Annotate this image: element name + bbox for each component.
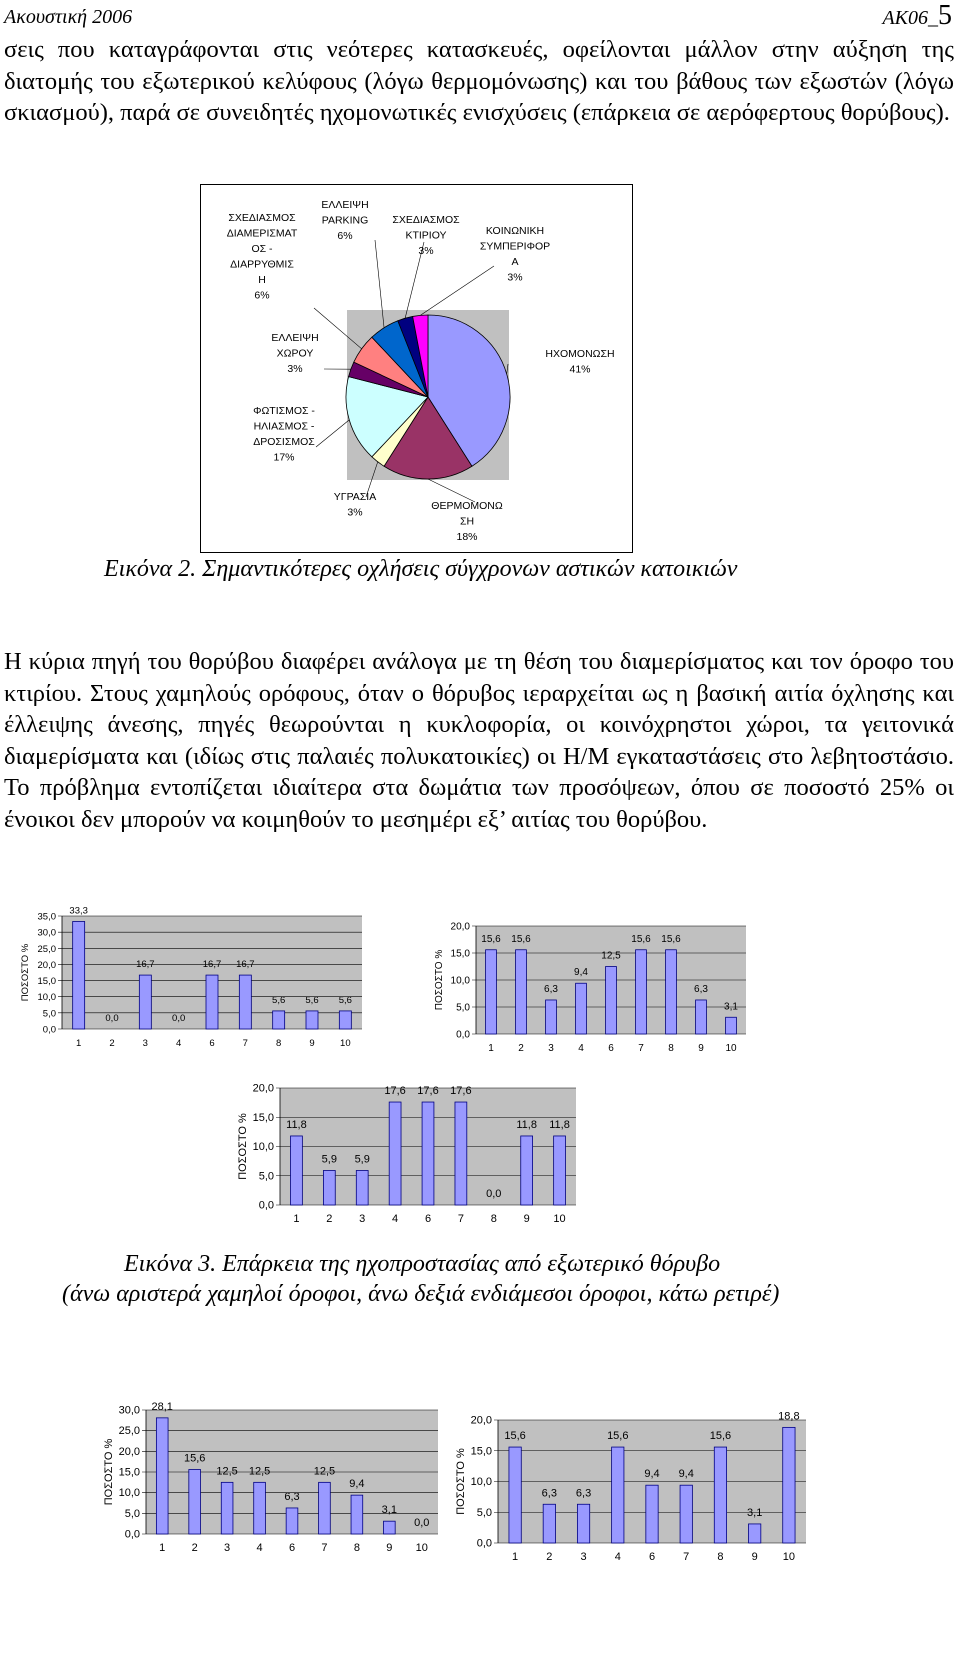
- y-axis-label: ΠΟΣΟΣΤΟ %: [455, 1448, 467, 1515]
- x-tick-label: 7: [638, 1043, 644, 1054]
- y-tick-label: 20,0: [450, 921, 470, 933]
- x-tick-label: 6: [209, 1038, 215, 1049]
- x-tick-label: 1: [76, 1038, 82, 1049]
- bar: [521, 1136, 533, 1205]
- running-header-page: [882, 0, 952, 32]
- x-tick-label: 8: [668, 1043, 674, 1054]
- y-axis-label: ΠΟΣΟΣΤΟ %: [103, 1438, 115, 1506]
- data-label: 3,1: [381, 1504, 397, 1517]
- pie-label-line: ΔΡΟΣΙΣΜΟΣ: [253, 436, 315, 448]
- x-tick-label: 6: [648, 1551, 656, 1563]
- y-tick-label: 20,0: [37, 959, 56, 971]
- y-tick-label: 5,0: [456, 1002, 470, 1014]
- pie-label-line: 3%: [507, 271, 523, 284]
- data-label: 11,8: [286, 1118, 307, 1131]
- y-tick-label: 10,0: [252, 1141, 274, 1153]
- data-label: 15,6: [511, 933, 531, 945]
- bar: [323, 1170, 335, 1205]
- pie-label-line: ΣΧΕΔΙΑΣΜΟΣ: [392, 214, 460, 226]
- data-label: 15,6: [607, 1430, 629, 1443]
- y-axis-label: ΠΟΣΟΣΤΟ %: [20, 943, 31, 1002]
- y-tick-label: 0,0: [124, 1528, 140, 1541]
- data-label: 0,0: [105, 1013, 119, 1024]
- data-label: 5,6: [338, 994, 352, 1006]
- body-paragraph-2: Η κύρια πηγή του θορύβου διαφέρει ανάλογα με τη θέση του διαμερίσματος και τον όροφο του κτιρίου. Στους χαμηλούς ορόφους, όταν ο θόρυβος ιεραρχείται ως η βασική αιτία όχλησης και έλλειψης άνεσης, πηγές θεωρούνται η κυκλοφορία, οι κοινόχρηστοι χώροι, τα γειτονικά διαμερίσματα και (ιδίως στις παλαιές πολυκατοικίες) οι Η/Μ εγκαταστάσεις στο λεβητοστάσιο. Το πρόβλημα εντοπίζεται ιδιαίτερα στα δωμάτια των προσόψεων, όπου σε ποσοστό 25% οι ένοικοι δεν μπορούν να κοιμηθούν το μεσημέρι εξ’ αιτίας του θορύβου.: [4, 648, 954, 833]
- x-tick-label: 3: [359, 1213, 366, 1225]
- y-tick-label: 15,0: [450, 948, 470, 960]
- x-tick-label: 10: [725, 1043, 737, 1054]
- data-label: 15,6: [631, 933, 651, 945]
- pie-chart-figure: [200, 184, 635, 559]
- x-tick-label: 2: [326, 1213, 333, 1225]
- bar: [273, 1011, 285, 1029]
- y-tick-label: 15,0: [470, 1445, 492, 1458]
- data-label: 9,4: [678, 1468, 694, 1481]
- pie-label-line: ΚΤΙΡΙΟΥ: [405, 229, 447, 242]
- x-tick-label: 10: [782, 1551, 796, 1563]
- pie-label-line: ΔΙΑΜΕΡΙΣΜΑΤ: [226, 227, 298, 240]
- figure-3-caption-line1: Εικόνα 3. Επάρκεια της ηχοπροστασίας από εξωτερικό θόρυβο: [124, 1251, 721, 1277]
- pie-label-line: 3%: [287, 363, 303, 375]
- data-label: 9,4: [644, 1468, 660, 1481]
- y-tick-label: 30,0: [118, 1404, 140, 1417]
- page-number: 5: [938, 0, 952, 31]
- pie-label-line: ΥΓΡΑΣΙΑ: [333, 491, 377, 503]
- y-tick-label: 35,0: [37, 911, 56, 923]
- bar: [636, 950, 647, 1034]
- data-label: 3,1: [724, 1001, 738, 1013]
- bar: [239, 975, 251, 1029]
- y-axis-label: ΠΟΣΟΣΤΟ %: [434, 949, 445, 1011]
- x-tick-label: 3: [580, 1551, 587, 1563]
- x-tick-label: 4: [176, 1038, 182, 1049]
- pie-label-line: ΗΛΙΑΣΜΟΣ -: [253, 420, 315, 433]
- y-tick-label: 0,0: [258, 1199, 274, 1212]
- figure-2-caption: Εικόνα 2. Σημαντικότερες οχλήσεις σύγχρονων αστικών κατοικιών: [104, 556, 738, 582]
- bar: [516, 950, 527, 1034]
- pie-label-line: Α: [511, 256, 519, 268]
- bar: [576, 983, 587, 1034]
- pie-label-line: 6%: [337, 230, 353, 242]
- bar: [319, 1482, 331, 1534]
- bar-chart-lower-right: [446, 1402, 816, 1577]
- bar: [339, 1011, 351, 1029]
- data-label: 5,9: [354, 1153, 370, 1166]
- y-tick-label: 10,0: [450, 975, 470, 987]
- pie-label-line: 18%: [456, 531, 478, 543]
- pie-label-line: 3%: [418, 245, 434, 257]
- data-label: 12,5: [313, 1465, 336, 1478]
- x-tick-label: 9: [751, 1551, 758, 1563]
- data-label: 0,0: [486, 1188, 502, 1200]
- x-tick-label: 7: [242, 1038, 248, 1049]
- x-tick-label: 4: [614, 1551, 621, 1563]
- pie-label-line: ΦΩΤΙΣΜΟΣ -: [253, 405, 315, 417]
- data-label: 15,6: [709, 1430, 732, 1443]
- bar: [73, 921, 85, 1029]
- y-axis-label: ΠΟΣΟΣΤΟ %: [237, 1113, 249, 1180]
- data-label: 5,6: [272, 994, 286, 1006]
- pie-label-line: ΚΟΙΝΩΝΙΚΗ: [485, 225, 545, 237]
- data-label: 17,6: [384, 1085, 406, 1098]
- bar: [486, 950, 497, 1034]
- pie-chart: [200, 184, 635, 554]
- body-paragraph-1: σεις που καταγράφονται στις νεότερες κατασκευές, οφείλονται μάλλον στην αύξηση της διατομής του εξωτερικού κελύφους (λόγω θερμομόνωσης) και του βάθους των εξωστών (λόγω σκιασμού), παρά σε συνειδητές ηχομονωτικές ενισχύσεις (επάρκεια σε αερόφερτους θορύβους).: [4, 36, 954, 126]
- y-tick-label: 15,0: [37, 976, 56, 988]
- data-label: 16,7: [236, 959, 255, 971]
- bar-chart-bottom-left: [94, 1394, 444, 1566]
- data-label: 15,6: [504, 1430, 526, 1443]
- y-tick-label: 5,0: [42, 1008, 56, 1020]
- x-tick-label: 3: [548, 1043, 554, 1054]
- data-label: 9,4: [349, 1478, 365, 1491]
- bar: [389, 1102, 401, 1205]
- y-tick-label: 0,0: [476, 1537, 492, 1550]
- bar: [680, 1485, 692, 1543]
- data-label: 6,3: [544, 983, 558, 995]
- x-tick-label: 9: [386, 1542, 393, 1554]
- x-tick-label: 6: [608, 1043, 614, 1054]
- bar: [577, 1504, 589, 1543]
- x-tick-label: 8: [490, 1213, 497, 1225]
- pie-label-line: 41%: [569, 363, 591, 376]
- pie-label-line: PARKING: [321, 214, 369, 227]
- bar: [714, 1447, 726, 1543]
- data-label: 11,8: [516, 1118, 537, 1131]
- x-tick-label: 2: [191, 1542, 198, 1554]
- y-tick-label: 5,0: [258, 1170, 274, 1183]
- x-tick-label: 6: [424, 1213, 432, 1225]
- y-tick-label: 0,0: [42, 1024, 56, 1036]
- y-tick-label: 5,0: [476, 1506, 492, 1519]
- x-tick-label: 2: [109, 1038, 115, 1049]
- data-label: 12,5: [248, 1465, 271, 1478]
- x-tick-label: 2: [546, 1551, 553, 1563]
- x-tick-label: 10: [553, 1213, 566, 1225]
- data-label: 5,9: [321, 1153, 337, 1166]
- bar: [646, 1485, 658, 1543]
- x-tick-label: 7: [457, 1213, 464, 1225]
- data-label: 33,3: [69, 905, 88, 917]
- y-tick-label: 5,0: [124, 1507, 140, 1520]
- y-tick-label: 20,0: [470, 1414, 492, 1427]
- y-tick-label: 20,0: [118, 1445, 140, 1458]
- pie-label-line: ΗΧΟΜΟΝΩΣΗ: [545, 348, 615, 360]
- bar: [455, 1102, 467, 1205]
- pie-label-line: ΕΛΛΕΙΨΗ: [321, 199, 369, 211]
- x-tick-label: 1: [512, 1551, 519, 1563]
- x-tick-label: 8: [717, 1551, 724, 1563]
- y-tick-label: 10,0: [37, 992, 56, 1004]
- pie-label-line: ΣΗ: [459, 515, 475, 528]
- bar: [546, 1000, 557, 1034]
- bar: [422, 1102, 434, 1205]
- pie-label-line: ΕΛΛΕΙΨΗ: [271, 332, 319, 344]
- data-label: 17,6: [417, 1085, 439, 1098]
- data-label: 0,0: [172, 1013, 186, 1024]
- data-label: 0,0: [414, 1517, 430, 1529]
- bar: [291, 1136, 303, 1205]
- bar: [554, 1136, 566, 1205]
- data-label: 16,7: [202, 959, 222, 971]
- data-label: 6,3: [284, 1490, 300, 1503]
- y-tick-label: 25,0: [37, 943, 56, 955]
- pie-label-line: 17%: [273, 451, 295, 464]
- x-tick-label: 8: [276, 1038, 282, 1049]
- bar: [156, 1418, 168, 1534]
- bar-chart-penthouse-a: [226, 1078, 586, 1243]
- pie-label-line: ΔΙΑΡΡΥΘΜΙΣ: [230, 258, 294, 271]
- pie-label-line: ΧΩΡΟΥ: [276, 347, 314, 360]
- pie-label-line: 3%: [347, 506, 363, 519]
- x-tick-label: 3: [224, 1542, 231, 1554]
- x-tick-label: 1: [488, 1043, 494, 1054]
- x-tick-label: 1: [159, 1542, 166, 1554]
- bar: [254, 1482, 266, 1534]
- bar-chart-roof-a: [226, 1078, 586, 1238]
- y-tick-label: 10,0: [470, 1476, 492, 1488]
- bar: [189, 1470, 201, 1534]
- bar: [749, 1524, 761, 1543]
- bar: [612, 1447, 624, 1543]
- bar: [356, 1170, 368, 1205]
- x-tick-label: 9: [698, 1043, 704, 1054]
- data-label: 18,8: [778, 1410, 800, 1423]
- y-tick-label: 0,0: [456, 1029, 470, 1041]
- data-label: 15,6: [183, 1452, 206, 1465]
- bar: [606, 967, 617, 1035]
- pie-label-line: ΘΕΡΜΟΜΟΝΩ: [431, 500, 503, 512]
- data-label: 28,1: [151, 1400, 173, 1413]
- y-tick-label: 10,0: [118, 1487, 140, 1500]
- bar: [509, 1447, 521, 1543]
- data-label: 9,4: [574, 967, 588, 979]
- x-tick-label: 1: [293, 1213, 300, 1225]
- bar-chart-low-floors: [18, 898, 368, 1063]
- bar-chart-mid-floors: [428, 912, 758, 1067]
- y-tick-label: 15,0: [252, 1111, 274, 1124]
- x-tick-label: 3: [142, 1038, 148, 1049]
- x-tick-label: 4: [392, 1213, 399, 1225]
- running-header-title: Ακουστική 2006: [4, 6, 133, 28]
- y-tick-label: 30,0: [37, 927, 56, 939]
- x-tick-label: 6: [288, 1542, 296, 1554]
- bar: [383, 1521, 395, 1534]
- bar: [351, 1495, 363, 1534]
- x-tick-label: 7: [683, 1551, 690, 1563]
- data-label: 3,1: [747, 1506, 763, 1519]
- x-tick-label: 4: [256, 1542, 263, 1554]
- data-label: 15,6: [661, 933, 681, 945]
- document-code: ΑΚ06_: [882, 7, 938, 29]
- pie-label-line: ΣΧΕΔΙΑΣΜΟΣ: [228, 212, 296, 224]
- data-label: 6,3: [541, 1487, 557, 1500]
- figure-3-caption-line2: (άνω αριστερά χαμηλοί όροφοι, άνω δεξιά ενδιάμεσοι όροφοι, κάτω ρετιρέ): [62, 1281, 780, 1307]
- x-tick-label: 9: [523, 1213, 530, 1225]
- bar-chart-bottom-right: [446, 1402, 816, 1572]
- bar-chart-mid: [428, 912, 758, 1062]
- bar: [306, 1011, 318, 1029]
- data-label: 6,3: [575, 1487, 592, 1500]
- pie-label-line: ΣΥΜΠΕΡΙΦΟΡ: [479, 240, 551, 253]
- pie-label-line: Η: [258, 274, 266, 286]
- data-label: 16,7: [136, 959, 155, 971]
- bar: [286, 1508, 298, 1534]
- x-tick-label: 10: [340, 1038, 351, 1049]
- y-tick-label: 25,0: [118, 1425, 140, 1438]
- bar: [221, 1482, 233, 1534]
- bar: [696, 1000, 707, 1034]
- data-label: 11,8: [549, 1118, 570, 1131]
- bar-chart-low: [18, 898, 368, 1058]
- x-tick-label: 10: [415, 1542, 428, 1554]
- data-label: 15,6: [481, 933, 501, 945]
- bar: [543, 1504, 555, 1543]
- data-label: 17,6: [450, 1085, 472, 1098]
- x-tick-label: 8: [353, 1542, 360, 1554]
- bar: [206, 975, 218, 1029]
- x-tick-label: 4: [578, 1043, 584, 1054]
- pie-label-line: ΟΣ -: [251, 243, 273, 255]
- bar-chart-lower-left: [94, 1394, 444, 1571]
- bar: [783, 1427, 795, 1543]
- x-tick-label: 9: [309, 1038, 315, 1049]
- data-label: 12,5: [216, 1465, 238, 1478]
- data-label: 5,6: [305, 994, 319, 1006]
- bar: [666, 950, 677, 1034]
- x-tick-label: 2: [518, 1043, 524, 1054]
- pie-label-line: 6%: [254, 289, 270, 302]
- data-label: 6,3: [694, 983, 708, 995]
- bar: [726, 1017, 737, 1034]
- y-tick-label: 20,0: [252, 1082, 274, 1095]
- x-tick-label: 7: [321, 1542, 328, 1554]
- y-tick-label: 15,0: [118, 1466, 140, 1479]
- data-label: 12,5: [601, 950, 621, 962]
- bar: [139, 975, 151, 1029]
